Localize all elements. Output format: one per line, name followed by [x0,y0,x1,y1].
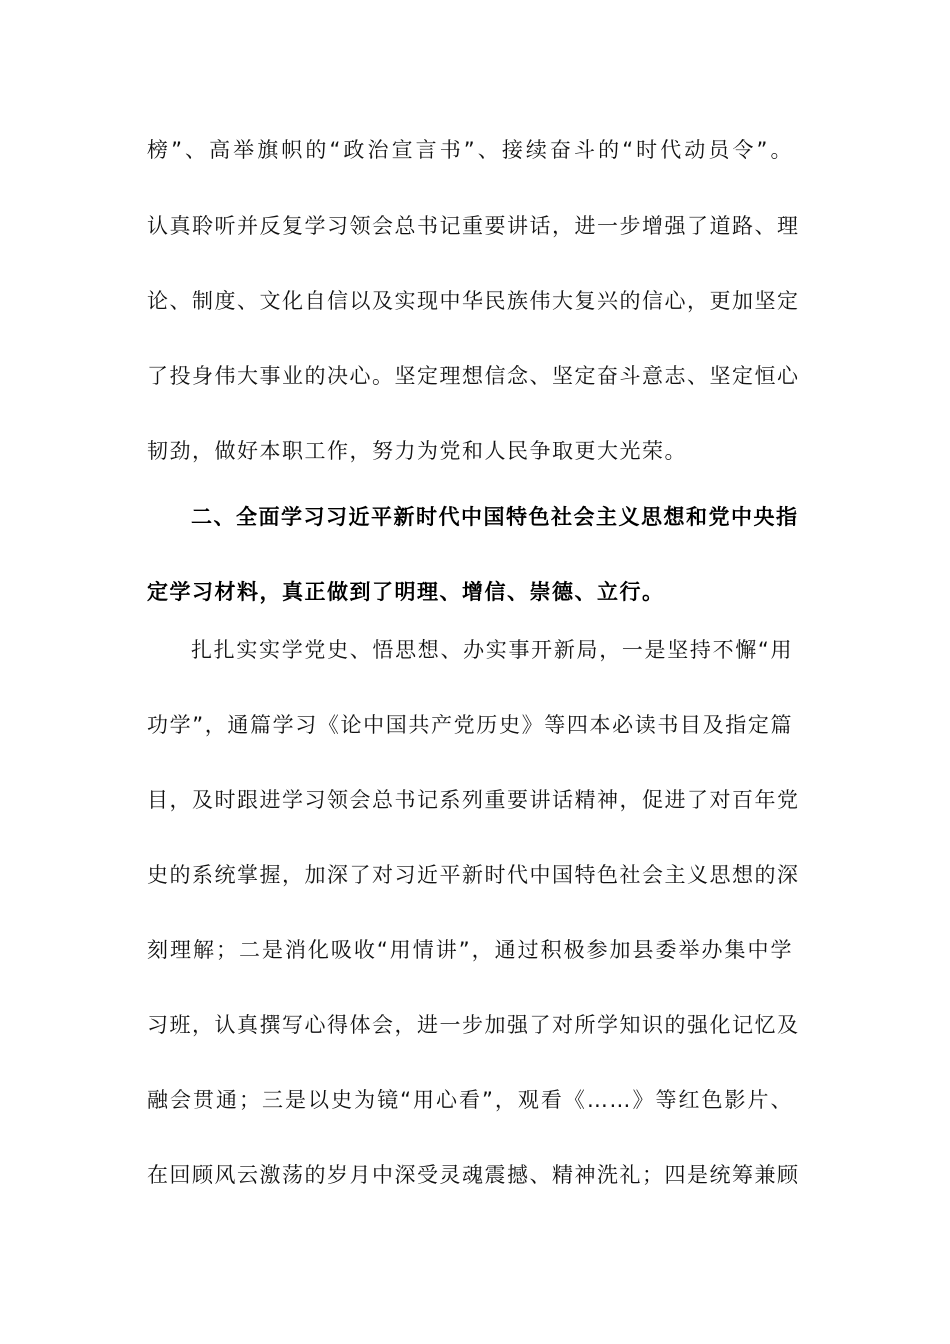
body-text-line: 论、制度、文化自信以及实现中华民族伟大复兴的信心，更加坚定 [147,289,800,313]
body-text-line: 刻理解；二是消化吸收“用情讲”，通过积极参加县委举办集中学 [147,938,793,962]
body-text-line: 目，及时跟进学习领会总书记系列重要讲话精神，促进了对百年党 [147,788,800,812]
body-text-line: 了投身伟大事业的决心。坚定理想信念、坚定奋斗意志、坚定恒心 [147,364,800,388]
section-heading-line: 定学习材料，真正做到了明理、增信、崇德、立行。 [147,580,665,604]
body-text-line: 功学”，通篇学习《论中国共产党历史》等四本必读书目及指定篇 [147,713,793,737]
body-text-line: 韧劲，做好本职工作，努力为党和人民争取更大光荣。 [147,439,687,463]
body-text-line: 认真聆听并反复学习领会总书记重要讲话，进一步增强了道路、理 [147,214,800,238]
body-text-line: 扎扎实实学党史、悟思想、办实事开新局，一是坚持不懈“用 [191,638,793,662]
body-text-line: 榜”、高举旗帜的“政治宣言书”、接续奋斗的“时代动员令”。 [147,138,793,162]
body-text-line: 在回顾风云激荡的岁月中深受灵魂震撼、精神洗礼；四是统筹兼顾 [147,1163,800,1187]
body-text-line: 史的系统掌握，加深了对习近平新时代中国特色社会主义思想的深 [147,863,800,887]
body-text-line: 习班，认真撰写心得体会，进一步加强了对所学知识的强化记忆及 [147,1013,800,1037]
section-heading-line: 二、全面学习习近平新时代中国特色社会主义思想和党中央指 [191,505,799,529]
body-text-line: 融会贯通；三是以史为镜“用心看”，观看《……》等红色影片、 [147,1088,793,1112]
